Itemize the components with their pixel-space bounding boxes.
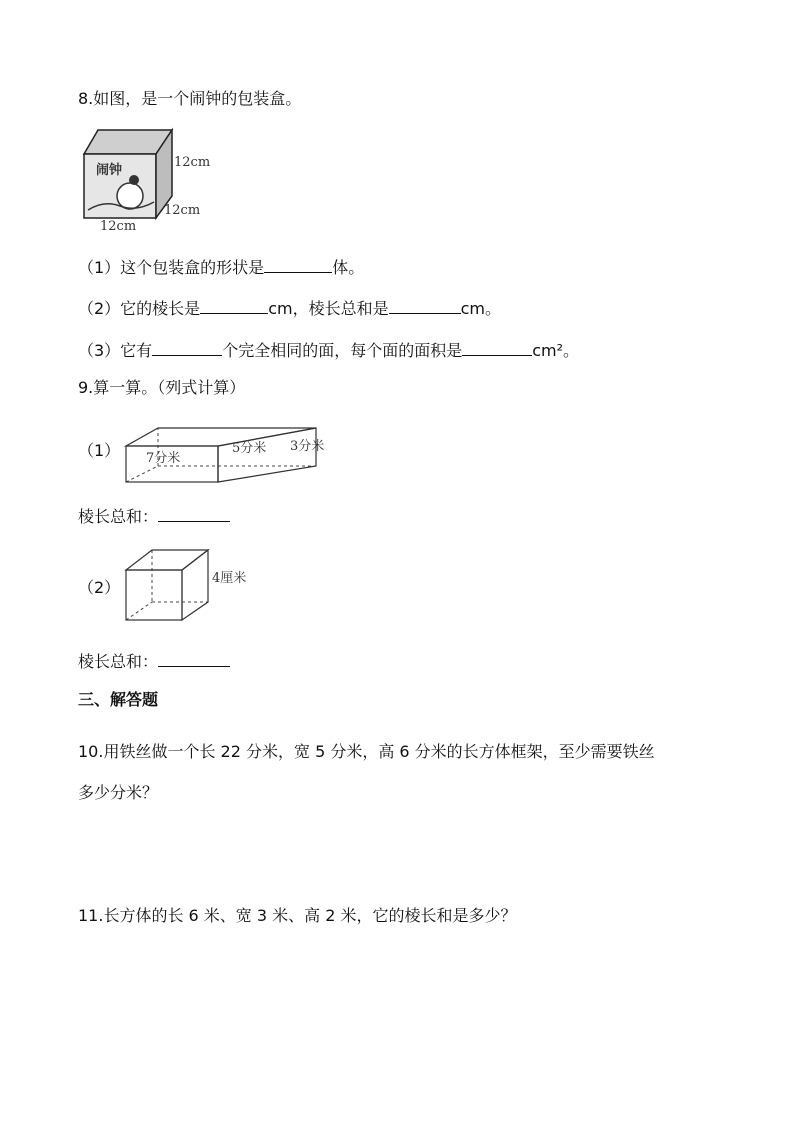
cuboid-figure [120,414,336,484]
q9-item1-label: （1） [78,441,121,460]
q9-title: 9.算一算。（列式计算） [78,378,246,397]
answer-blank[interactable] [158,650,230,667]
q8-part3-prefix: （3）它有 [78,341,153,360]
q9-sum2 [78,650,230,672]
q9-sum2-label: 棱长总和： [78,652,159,671]
dim-width-label: 12cm [100,219,137,232]
cube-figure [120,546,260,624]
q8-part1-suffix: 体。 [332,258,365,277]
q8-title: 8.如图，是一个闹钟的包装盒。 [78,89,302,108]
answer-blank[interactable] [158,505,230,522]
q9-item2-label: （2） [78,578,121,597]
q9-sum1 [78,505,230,527]
q10-line1: 10.用铁丝做一个长 22 分米，宽 5 分米，高 6 分米的长方体框架，至少需要铁丝 [78,742,655,761]
q8-part3 [78,339,579,361]
q8-part3-mid: 个完全相同的面，每个面的面积是 [222,341,463,360]
answer-blank[interactable] [264,256,332,273]
q8-part2-prefix: （2）它的棱长是 [78,299,201,318]
section-heading: 三、解答题 [78,690,159,709]
length-label: 7分米 [146,451,181,466]
q8-part2-mid: cm，棱长总和是 [268,299,389,318]
answer-blank[interactable] [200,297,268,314]
width-label: 5分米 [232,441,267,456]
dim-depth-label: 12cm [164,203,201,218]
box-label: 闹钟 [96,163,123,178]
answer-blank[interactable] [389,297,461,314]
q8-part2-suffix: cm。 [460,299,501,318]
q8-part2 [78,297,501,319]
height-label: 3分米 [290,439,325,454]
q11-text: 11.长方体的长 6 米、宽 3 米、高 2 米，它的棱长和是多少？ [78,906,517,925]
dim-height-label: 12cm [174,155,211,170]
q10-line2: 多少分米？ [78,783,159,802]
answer-blank[interactable] [152,339,222,356]
q8-part1-prefix: （1）这个包装盒的形状是 [78,258,265,277]
alarm-clock-box-figure [74,122,224,232]
q9-sum1-label: 棱长总和： [78,507,159,526]
answer-blank[interactable] [462,339,532,356]
edge-label: 4厘米 [212,571,247,586]
q8-part3-suffix: cm²。 [532,341,580,360]
q8-part1 [78,256,364,278]
